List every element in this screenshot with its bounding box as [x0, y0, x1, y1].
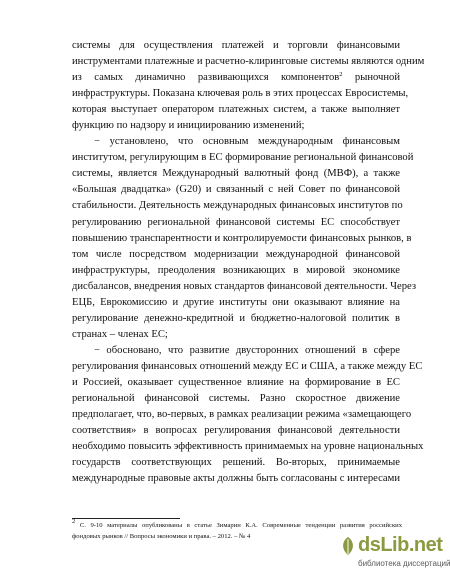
text-line [72, 343, 400, 359]
line-text: необходимо повысить эффективность принимаемых на уровне национальных [72, 441, 424, 453]
line-text: соответствия» в вопросах регулирования финансовой деятельности [72, 425, 400, 437]
line-text: странах – членах ЕС; [72, 328, 168, 340]
line-text: регулированию региональной финансовой системы ЕС способствует [72, 216, 400, 228]
line-text: том числе посредством модернизации международной финансовой [72, 248, 400, 260]
line-text: − обосновано, что развитие двусторонних отношений в сфере [94, 344, 400, 356]
text-line [72, 263, 400, 279]
line-text: из самых динамично развивающихся компонентов [72, 72, 340, 84]
footnote-reference: 2 [339, 71, 343, 79]
text-line [72, 359, 423, 375]
line-text: региональной финансовой системы. Разно скоростное движение [72, 393, 400, 405]
line-text: инфраструктуры. Показана ключевая роль в этих процессах Евросистемы, [72, 88, 409, 100]
footnote-text: фондовых рынков // Вопросы экономики и права. – 2012. – № 4 [72, 533, 251, 540]
text-line [72, 423, 400, 439]
text-line [72, 439, 424, 455]
leaf-icon [340, 536, 356, 556]
watermark-logo [340, 534, 450, 574]
text-line [72, 471, 400, 487]
watermark-subtitle: библиотека диссертаций [358, 559, 450, 568]
line-text: системы для осуществления платежей и торговли финансовыми [72, 40, 400, 51]
line-text: дисбалансов, внедрения новых стандартов финансовой деятельности. Через [72, 280, 417, 292]
text-line [72, 182, 400, 198]
text-line [72, 150, 414, 166]
line-text: ЕЦБ, Еврокомиссию и другие институты они оказывают влияние на [72, 296, 400, 308]
line-text: стабильности. Деятельность международных финансовых институтов по [72, 200, 403, 212]
line-text: функцию по надзору и инициированию изменений; [72, 120, 305, 132]
text-line [72, 166, 400, 182]
text-line [72, 102, 400, 118]
text-line [72, 391, 400, 407]
text-line [72, 70, 400, 86]
footnote-separator [72, 518, 180, 519]
line-text: регулирование денежно-кредитной и бюджетно-налоговой политик в [72, 312, 400, 324]
line-text: «Большая двадцатка» (G20) и связанный с ней Совет по финансовой [72, 184, 400, 196]
text-line [72, 86, 409, 102]
text-line [72, 215, 400, 231]
text-line [72, 279, 417, 295]
line-text: государств соответствующих решений. Во-вторых, принимаемые [72, 457, 400, 469]
text-line [72, 231, 412, 247]
line-text: институтом, регулирующим в ЕС формирование региональной финансовой [72, 152, 414, 164]
line-text: регулирования финансовых отношений между ЕС и США, а также между ЕС [72, 360, 423, 372]
text-line [72, 375, 400, 391]
line-text: системы, является Международный валютный фонд (МВФ), а также [72, 168, 400, 180]
text-line [72, 311, 400, 327]
line-text: предполагает, что, во-первых, в рамках реализации режима «замещающего [72, 409, 412, 421]
line-text: международные правовые акты должны быть согласованы с интересами [72, 473, 400, 485]
text-line [72, 118, 400, 134]
line-text: и Россией, оказывает существенное влияние на формирование в ЕС [72, 376, 400, 388]
line-text: повышению транспарентности и контролируемости финансовых рынков, в [72, 232, 412, 244]
line-text: − установлено, что основным международным финансовым [94, 136, 400, 148]
text-line [72, 134, 400, 150]
footnote-mark: 2 [72, 518, 76, 525]
text-line [72, 407, 412, 423]
text-line [72, 38, 400, 54]
line-text: инструментами платежные и расчетно-клиринговые системы являются одним [72, 56, 425, 68]
footnote-line [72, 520, 402, 531]
line-text: инфраструктуры, преодоления возникающих в мировой экономике [72, 264, 400, 276]
text-line [72, 54, 425, 70]
text-line [72, 198, 403, 214]
text-line [72, 247, 400, 263]
footnote-text: С. 9-10 материалы опубликованы в статье Зимарин К.А. Современные тенденции развития российских [75, 522, 402, 529]
body-text [72, 38, 425, 487]
text-line [72, 327, 400, 343]
line-text: которая выступает оператором платежных систем, а также выполняет [72, 104, 400, 116]
text-line [72, 295, 400, 311]
line-text-continued: рыночной [342, 72, 400, 84]
watermark-brand: dsLib.net [358, 534, 443, 556]
text-line [72, 455, 400, 471]
